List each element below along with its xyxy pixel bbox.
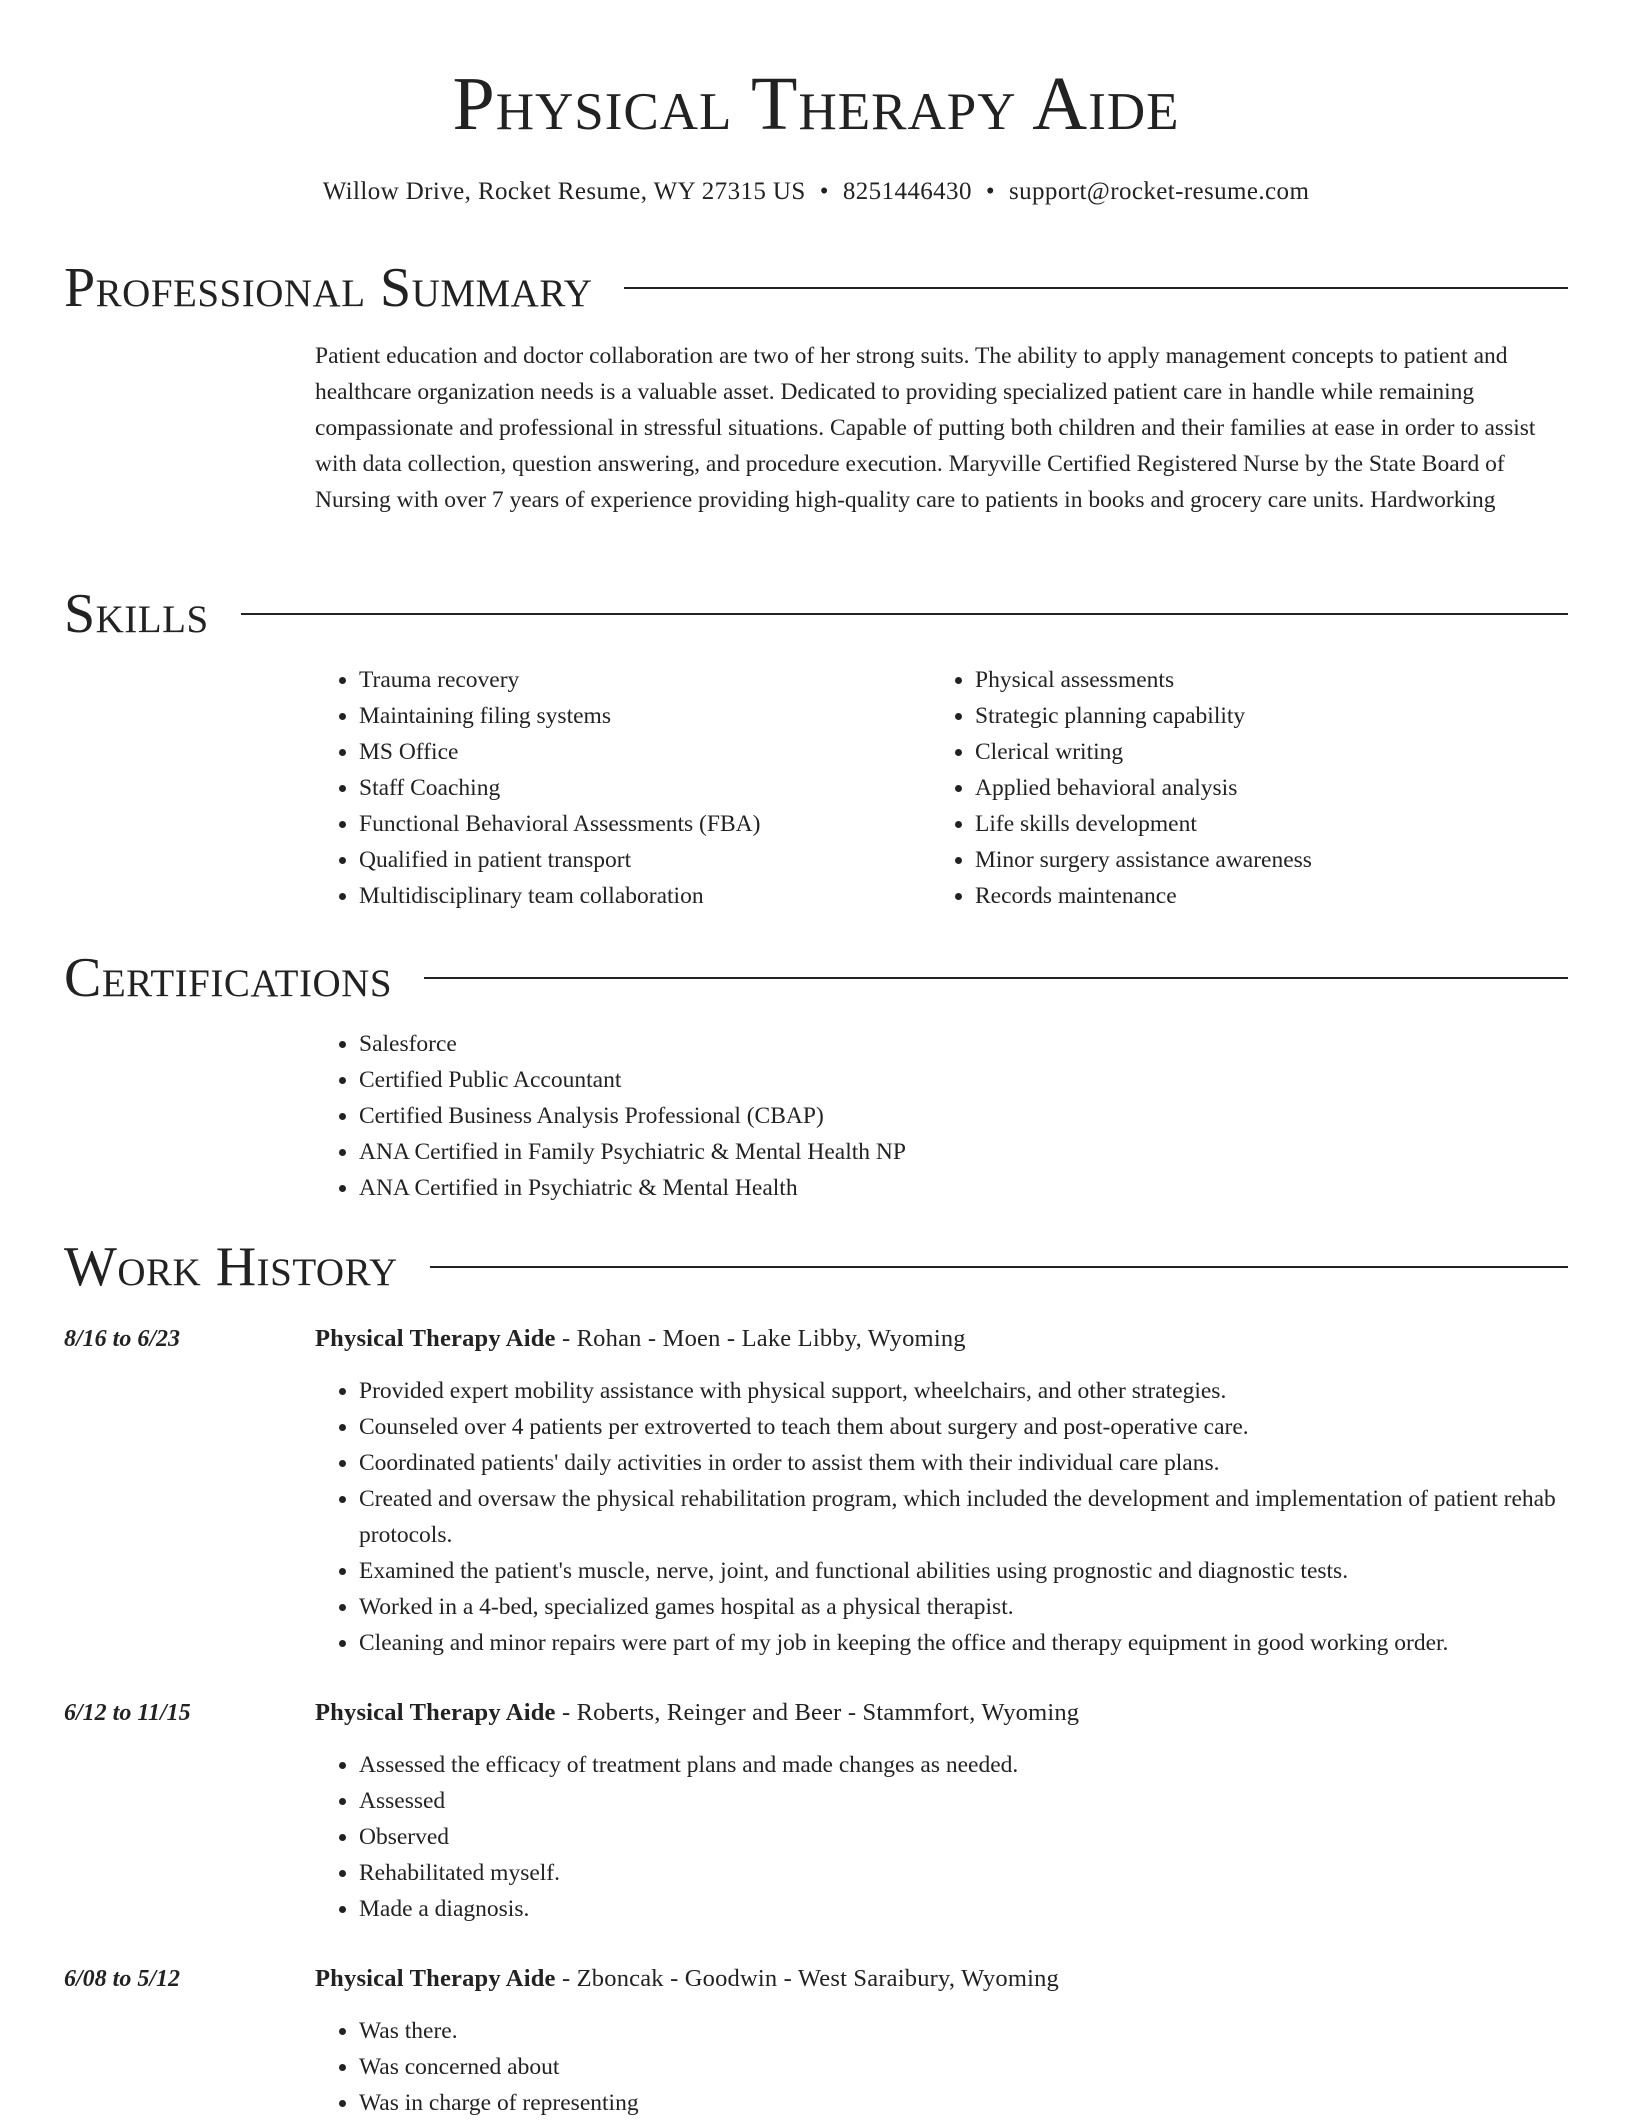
- skill-item: • Qualified in patient transport: [359, 842, 931, 878]
- skill-item: • Minor surgery assistance awareness: [975, 842, 1547, 878]
- job-heading: [315, 1961, 1568, 1997]
- job-details: [315, 1961, 1568, 2121]
- skill-item: • Functional Behavioral Assessments (FBA): [359, 806, 931, 842]
- skill-item: • Clerical writing: [975, 734, 1547, 770]
- section-title: Certifications: [64, 947, 393, 1009]
- section-title: Skills: [64, 583, 209, 645]
- section-divider: [241, 613, 1568, 615]
- job-employer-location: - Roberts, Reinger and Beer - Stammfort, Wyoming: [555, 1699, 1080, 1726]
- summary-section: [64, 256, 1568, 518]
- job-heading: [315, 1695, 1568, 1731]
- job-entry: [64, 1961, 1568, 2121]
- job-bullet: • Counseled over 4 patients per extroverted to teach them about surgery and post-operative care.: [359, 1409, 1568, 1445]
- job-bullet: • Cleaning and minor repairs were part of my job in keeping the office and therapy equipment in good working order.: [359, 1625, 1568, 1661]
- job-title: Physical Therapy Aide: [315, 1965, 556, 1992]
- certifications-section: [64, 946, 1568, 1206]
- section-divider: [624, 287, 1568, 289]
- skill-item: • Staff Coaching: [359, 770, 931, 806]
- certification-item: • Salesforce: [359, 1026, 1568, 1062]
- skills-section: [64, 582, 1568, 914]
- certifications-list: [315, 1026, 1568, 1206]
- candidate-name: Physical Therapy Aide: [452, 62, 1180, 146]
- job-title: Physical Therapy Aide: [315, 1699, 556, 1726]
- job-bullet: • Rehabilitated myself.: [359, 1855, 1568, 1891]
- skill-item: • Trauma recovery: [359, 662, 931, 698]
- contact-separator: •: [819, 178, 829, 205]
- certification-item: • ANA Certified in Psychiatric & Mental Health: [359, 1170, 1568, 1206]
- job-bullet: • Assessed the efficacy of treatment plans and made changes as needed.: [359, 1747, 1568, 1783]
- contact-phone: 8251446430: [842, 178, 972, 205]
- job-bullet: • Was concerned about: [359, 2049, 1568, 2085]
- contact-email: support@rocket-resume.com: [1009, 178, 1310, 205]
- section-divider: [430, 1266, 1568, 1268]
- skills-column-left: [315, 662, 931, 914]
- certification-item: • Certified Business Analysis Professional (CBAP): [359, 1098, 1568, 1134]
- certification-item: • ANA Certified in Family Psychiatric & Mental Health NP: [359, 1134, 1568, 1170]
- job-employer-location: - Rohan - Moen - Lake Libby, Wyoming: [555, 1325, 966, 1352]
- job-bullet: • Was there.: [359, 2013, 1568, 2049]
- job-details: [315, 1321, 1568, 1661]
- skills-column-right: [931, 662, 1547, 914]
- job-bullet: • Worked in a 4-bed, specialized games hospital as a physical therapist.: [359, 1589, 1568, 1625]
- contact-separator: •: [985, 178, 995, 205]
- job-bullet: • Observed: [359, 1819, 1568, 1855]
- job-bullet: • Was in charge of representing: [359, 2085, 1568, 2121]
- section-heading: [64, 946, 1568, 1010]
- job-heading: [315, 1321, 1568, 1357]
- job-title: Physical Therapy Aide: [315, 1325, 556, 1352]
- job-bullet: • Coordinated patients' daily activities in order to assist them with their individual care plans.: [359, 1445, 1568, 1481]
- job-bullet: • Made a diagnosis.: [359, 1891, 1568, 1927]
- section-divider: [424, 977, 1568, 979]
- skills-columns: [315, 662, 1568, 914]
- contact-line: [0, 176, 1632, 208]
- skill-item: • Strategic planning capability: [975, 698, 1547, 734]
- contact-address: Willow Drive, Rocket Resume, WY 27315 US: [322, 178, 806, 205]
- skill-item: • Physical assessments: [975, 662, 1547, 698]
- job-bullet: • Created and oversaw the physical rehabilitation program, which included the development and implementation of patient rehab protocols.: [359, 1481, 1568, 1553]
- certification-item: • Certified Public Accountant: [359, 1062, 1568, 1098]
- skill-item: • Multidisciplinary team collaboration: [359, 878, 931, 914]
- job-dates: 6/12 to 11/15: [64, 1700, 191, 1726]
- job-dates: 6/08 to 5/12: [64, 1966, 181, 1992]
- section-title: Professional Summary: [64, 257, 593, 319]
- section-title: Work History: [64, 1236, 398, 1298]
- skill-item: • Life skills development: [975, 806, 1547, 842]
- job-entry: [64, 1321, 1568, 1661]
- summary-text: Patient education and doctor collaboration are two of her strong suits. The ability to apply management concepts to patient and healthcare organization needs is a valuable asset. Dedicated to providing specialized patient care in handle while remaining compassionate and professional in stressful situations. Capable of putting both children and their families at ease in order to assist with data collection, question answering, and procedure execution. Maryville Certified Registered Nurse by the State Board of Nursing with over 7 years of experience providing high-quality care to patients in books and grocery care units. Hardworking: [315, 343, 1536, 513]
- section-heading: [64, 582, 1568, 646]
- job-employer-location: - Zboncak - Goodwin - West Saraibury, Wyoming: [555, 1965, 1059, 1992]
- section-heading: [64, 256, 1568, 320]
- job-bullet: • Assessed: [359, 1783, 1568, 1819]
- job-bullet: • Provided expert mobility assistance with physical support, wheelchairs, and other strategies.: [359, 1373, 1568, 1409]
- section-heading: [64, 1235, 1568, 1299]
- resume-header: [0, 56, 1632, 208]
- job-details: [315, 1695, 1568, 1927]
- skill-item: • Maintaining filing systems: [359, 698, 931, 734]
- job-dates: 8/16 to 6/23: [64, 1326, 181, 1352]
- skill-item: • Applied behavioral analysis: [975, 770, 1547, 806]
- skill-item: • Records maintenance: [975, 878, 1547, 914]
- work-history-section: [64, 1235, 1568, 2121]
- skill-item: • MS Office: [359, 734, 931, 770]
- job-bullet: • Examined the patient's muscle, nerve, joint, and functional abilities using prognostic and diagnostic tests.: [359, 1553, 1568, 1589]
- job-entry: [64, 1695, 1568, 1927]
